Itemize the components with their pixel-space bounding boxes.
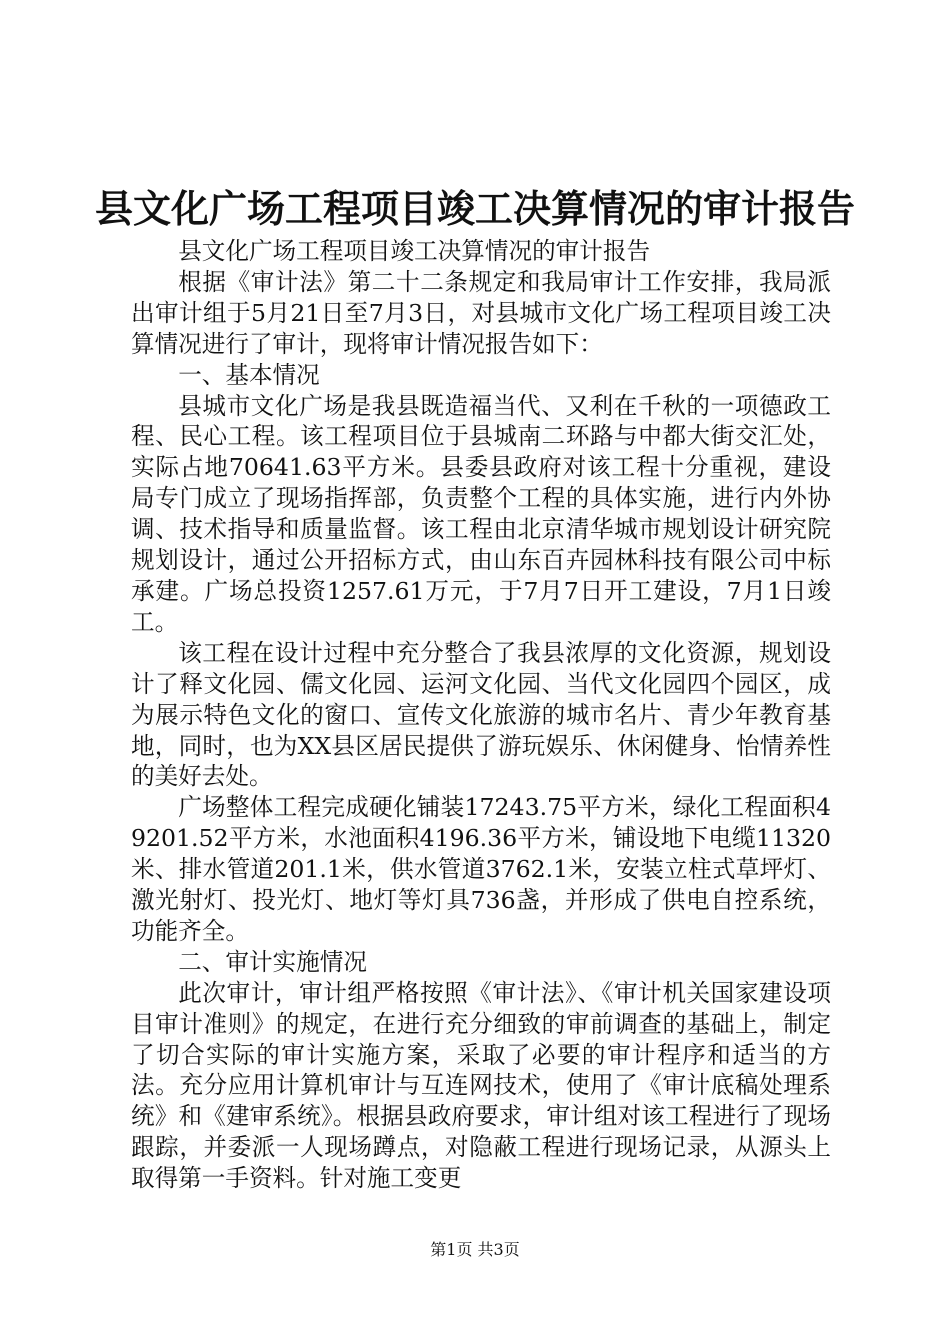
document-body [131, 236, 831, 1194]
section-heading-audit: 二、审计实施情况 [178, 947, 367, 976]
basic-info-paragraph: 县城市文化广场是我县既造福当代、又利在千秋的一项德政工程、民心工程。该工程项目位于县城南二环路与中都大街交汇处，实际占地70641.63平方米。县委县政府对该工程十分重视，建设局专门成立了现场指挥部，负责整个工程的具体实施，进行内外协调、技术指导和质量监督。该工程由北京清华城市规划设计研究院规划设计，通过公开招标方式，由山东百卉园林科技有限公司中标承建。广场总投资1257.61万元，于7月7日开工建设，7月1日竣工。 [131, 391, 831, 636]
document-title: 县文化广场工程项目竣工决算情况的审计报告 [94, 186, 855, 231]
design-paragraph: 该工程在设计过程中充分整合了我县浓厚的文化资源，规划设计了释文化园、儒文化园、运河文化园、当代文化园四个园区，成为展示特色文化的窗口、宣传文化旅游的城市名片、青少年教育基地，同时，也为XX县区居民提供了游玩娱乐、休闲健身、怡情养性的美好去处。 [131, 638, 831, 791]
page-footer: 第1页 共3页 [430, 1240, 520, 1259]
audit-paragraph: 此次审计，审计组严格按照《审计法》、《审计机关国家建设项目审计准则》的规定，在进行充分细致的审前调查的基础上，制定了切合实际的审计实施方案，采取了必要的审计程序和适当的方法。充分应用计算机审计与互连网技术，使用了《审计底稿处理系统》和《建审系统》。根据县政府要求，审计组对该工程进行了现场跟踪，并委派一人现场蹲点，对隐蔽工程进行现场记录，从源头上取得第一手资料。针对施工变更 [131, 978, 831, 1193]
intro-paragraph: 根据《审计法》第二十二条规定和我局审计工作安排，我局派出审计组于5月21日至7月3日，对县城市文化广场工程项目竣工决算情况进行了审计，现将审计情况报告如下： [131, 267, 831, 358]
section-heading-basic: 一、基本情况 [178, 360, 320, 389]
works-paragraph: 广场整体工程完成硬化铺装17243.75平方米，绿化工程面积49201.52平方米，水池面积4196.36平方米，铺设地下电缆11320米、排水管道201.1米，供水管道3762.1米，安装立柱式草坪灯、激光射灯、投光灯、地灯等灯具736盏，并形成了供电自控系统，功能齐全。 [131, 793, 831, 945]
subtitle-paragraph: 县文化广场工程项目竣工决算情况的审计报告 [178, 237, 651, 265]
